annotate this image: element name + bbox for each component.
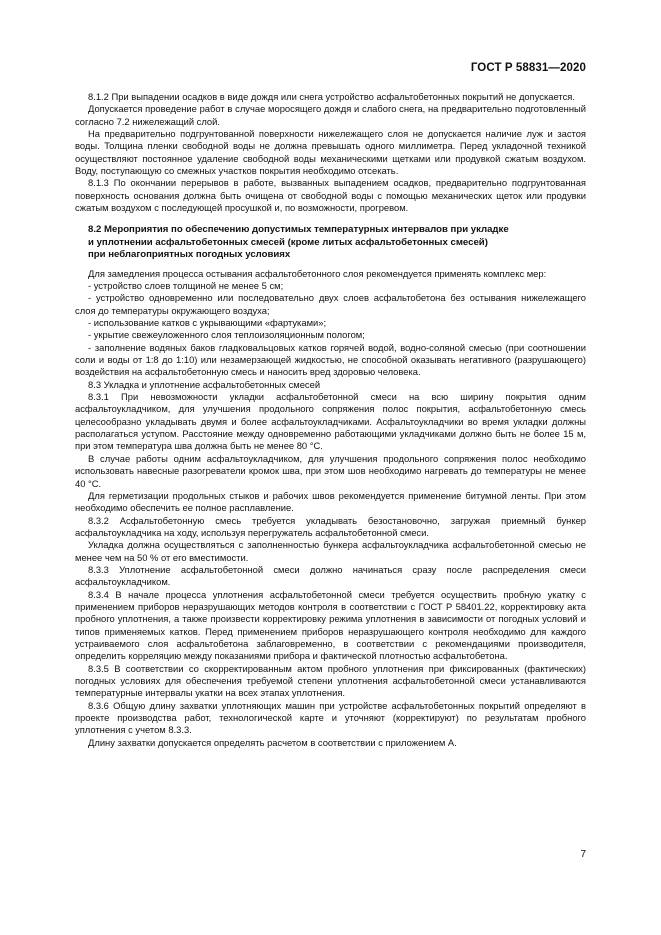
spacer — [75, 214, 586, 224]
paragraph: В случае работы одним асфальтоукладчиком, для улучшения продольного сопряжения полос необходимо использовать навесные разогреватели кромок шва, при этом шов необходимо нагревать до температуры не менее 40 °C. — [75, 452, 586, 489]
section-heading-line: при неблагоприятных погодных условиях — [88, 249, 291, 261]
list-item: - укрытие свежеуложенного слоя теплоизоляционным пологом; — [88, 329, 365, 341]
paragraph: На предварительно подгрунтованной поверхности нижележащего слоя не допускается наличие луж и застоя воды. Толщина пленки свободной воды не должна превышать одного миллиметра. Перед укладочной техникой осуществляют постоянное удаление свободной воды механическими щетками или продувкой сжатым воздухом. Воду, поступающую со смежных участков покрытия необходимо отсекать. — [75, 128, 586, 177]
paragraph: Допускается проведение работ в случае моросящего дождя и слабого снега, на предварительно подготовленный согласно 7.2 нижележащий слой. — [75, 103, 586, 127]
list-item: - устройство слоев толщиной не менее 5 см; — [88, 280, 284, 291]
paragraph: 8.3.1 При невозможности укладки асфальтобетонной смеси на всю ширину покрытия одним асфальтоукладчиком, для улучшения продольного сопряжения полос покрытия, асфальтобетонную смесь целесообразно укладывать двумя и более асфальтоукладчиками. Асфальтоукладчики во время укладки должны располагаться уступом. Расстояние между одновременно работающими укладчиками должно быть не более 15 м, при этом температура шва должна быть не менее 80 °C. — [75, 391, 586, 452]
list-item: - заполнение водяных баков гладковальцовых катков горячей водой, водно-соляной смесью (при соотношении соли и воды от 1:8 до 1:10) или незамерзающей жидкостью, не способной оказывать негативного (разрушающего) воздействия на асфальтобетонную смесь и наносить вред здоровью человека. — [75, 341, 586, 378]
document-id: ГОСТ Р 58831—2020 — [470, 62, 586, 74]
section-heading-8-2 — [75, 224, 586, 261]
paragraph-group-8-1 — [75, 91, 586, 214]
document-body — [75, 91, 586, 749]
document-header — [471, 62, 586, 74]
paragraph: 8.3.2 Асфальтобетонную смесь требуется укладывать безостановочно, загружая приемный бункер асфальтоукладчика на ходу, используя перегружатель асфальтобетонной смеси. — [75, 514, 586, 538]
paragraph: 8.3 Укладка и уплотнение асфальтобетонных смесей — [88, 378, 321, 390]
paragraph: 8.1.2 При выпадении осадков в виде дождя или снега устройство асфальтобетонных покрытий не допускается. — [88, 91, 575, 102]
paragraph: Для герметизации продольных стыков и рабочих швов рекомендуется применение битумной ленты. При этом необходимо обеспечить ее полное расплавление. — [75, 489, 586, 514]
paragraph: 8.3.3 Уплотнение асфальтобетонной смеси должно начинаться сразу после распределения смеси асфальтоукладчиком. — [75, 563, 586, 588]
page-number: 7 — [580, 849, 586, 860]
paragraph: Длину захватки допускается определять расчетом в соответствии с приложением А. — [88, 736, 457, 748]
paragraph: 8.1.3 По окончании перерывов в работе, вызванных выпадением осадков, предварительно подгрунтованная поверхность основания должна быть очищена от свободной воды с помощью механических щеток или продувки сжатым воздухом с последующей просушкой и, по возможности, прогревом. — [75, 177, 586, 214]
list-item: - устройство одновременно или последовательно двух слоев асфальтобетона без остывания нижележащего слоя до температуры окружающего воздуха; — [75, 292, 586, 316]
section-heading-line: и уплотнении асфальтобетонных смесей (кроме литых асфальтобетонных смесей) — [88, 236, 488, 248]
paragraph: 8.3.5 В соответствии со скорректированным актом пробного уплотнения при фиксированных (фактических) погодных условиях для обеспечения требуемой степени уплотнения асфальтобетонной смеси устанавливаются температурные интервалы укатки на всех этапах уплотнения. — [75, 662, 586, 699]
list-item: - использование катков с укрывающими «фартуками»; — [88, 317, 327, 329]
paragraph-group-8-2-8-3 — [75, 268, 586, 749]
paragraph: Укладка должна осуществляться с заполненностью бункера асфальтоукладчика асфальтобетонной смесью не менее чем на 50 % от его вместимости. — [75, 539, 586, 563]
paragraph: 8.3.4 В начале процесса уплотнения асфальтобетонной смеси требуется осуществить пробную укатку с применением приборов неразрушающих методов контроля в соответствии с ГОСТ Р 58401.22, корректировку акта пробного уплотнения, а также произвести корректировку режима уплотнения в зависимости от погодных условий и типов применяемых катков. Перед применением приборов неразрушающего контроля необходимо для каждого устраиваемого слоя асфальтобетона заблаговременно, в соответствии с рекомендациями производителя, определить корреляцию между показаниями прибора и фактической плотностью асфальтобетона. — [75, 588, 586, 662]
paragraph: Для замедления процесса остывания асфальтобетонного слоя рекомендуется применять комплекс мер: — [88, 267, 547, 279]
paragraph: 8.3.6 Общую длину захватки уплотняющих машин при устройстве асфальтобетонных покрытий определяют в проекте производства работ, технологической карте и уточняют (корректируют) по результатам пробного уплотнения с учетом 8.3.3. — [75, 699, 586, 736]
section-heading-line: 8.2 Мероприятия по обеспечению допустимых температурных интервалов при укладке — [88, 224, 509, 236]
